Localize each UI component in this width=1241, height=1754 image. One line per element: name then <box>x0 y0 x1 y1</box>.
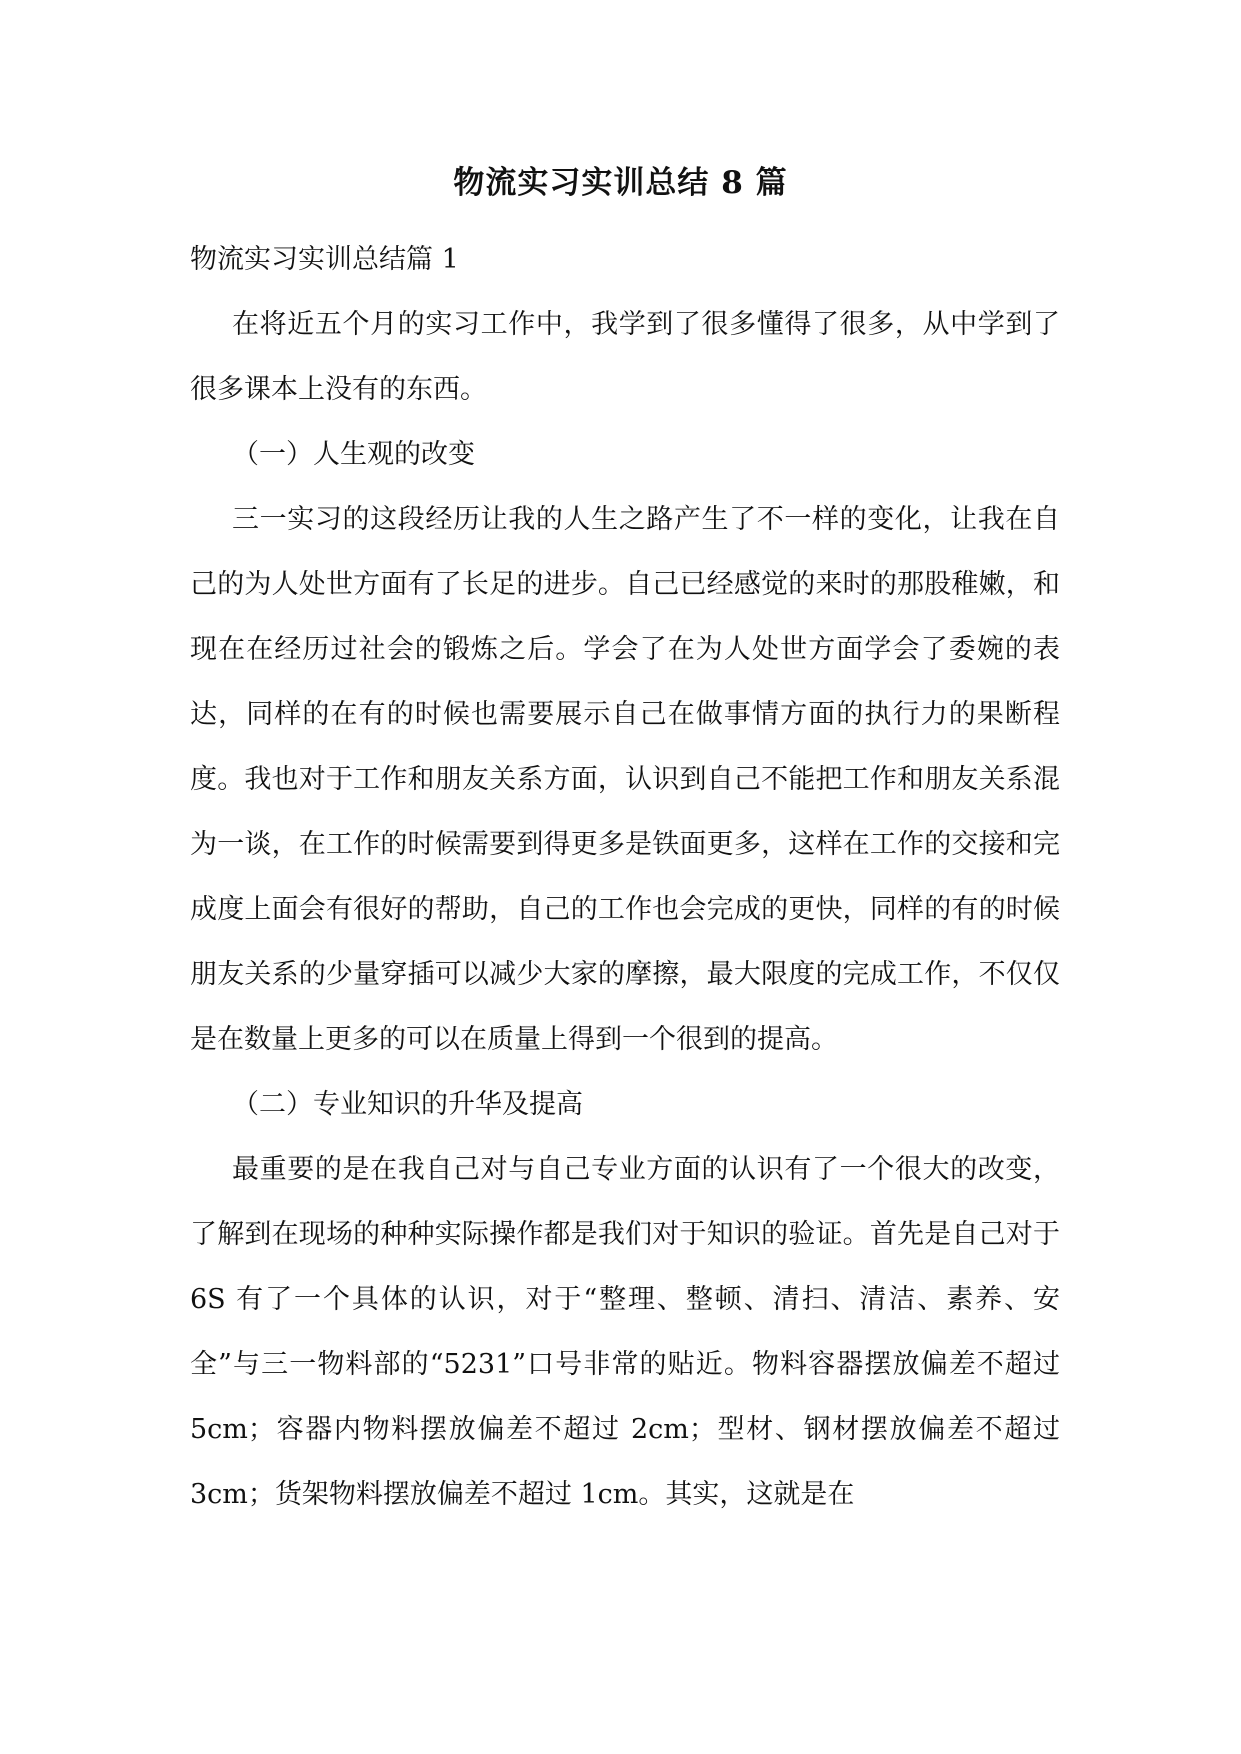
section-heading: 物流实习实训总结篇 1 <box>190 244 459 275</box>
subheading-2: （二）专业知识的升华及提高 <box>232 1089 583 1120</box>
paragraph-2: 最重要的是在我自己对与自己专业方面的认识有了一个很大的改变，了解到在现场的种种实际操作都是我们对于知识的验证。首先是自己对于 6S 有了一个具体的认识，对于“整理、整顿、清扫、清洁、素养、安全”与三一物料部的“5231”口号非常的贴近。物料容器摆放偏差不超过 5cm；容器内物料摆放偏差不超过 2cm；型材、钢材摆放偏差不超过 3cm；货架物料摆放偏差不超过 1cm。其实，这就是在 <box>190 1154 1060 1510</box>
subheading-1: （一）人生观的改变 <box>232 439 475 470</box>
intro-paragraph: 在将近五个月的实习工作中，我学到了很多懂得了很多，从中学到了很多课本上没有的东西。 <box>190 309 1060 405</box>
document-body <box>190 227 1060 1527</box>
document-title: 物流实习实训总结 8 篇 <box>453 165 788 201</box>
paragraph-1: 三一实习的这段经历让我的人生之路产生了不一样的变化，让我在自己的为人处世方面有了长足的进步。自己已经感觉的来时的那股稚嫩，和现在在经历过社会的锻炼之后。学会了在为人处世方面学会了委婉的表达，同样的在有的时候也需要展示自己在做事情方面的执行力的果断程度。我也对于工作和朋友关系方面，认识到自己不能把工作和朋友关系混为一谈，在工作的时候需要到得更多是铁面更多，这样在工作的交接和完成度上面会有很好的帮助，自己的工作也会完成的更快，同样的有的时候朋友关系的少量穿插可以减少大家的摩擦，最大限度的完成工作，不仅仅是在数量上更多的可以在质量上得到一个很到的提高。 <box>190 504 1060 1055</box>
